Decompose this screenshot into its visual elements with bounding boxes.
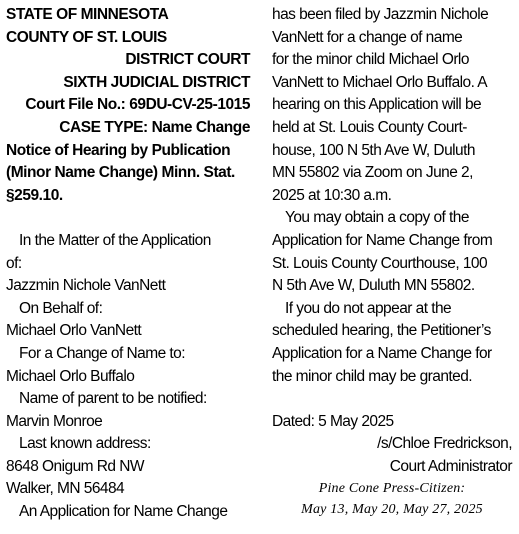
body-line: Application for Name Change from — [272, 231, 493, 249]
notice-title-line-3: §259.10. — [6, 186, 63, 204]
signer-role: Court Administrator — [389, 457, 512, 475]
header-state: STATE OF MINNESOTA — [6, 6, 169, 23]
body-line: VanNett for a change of name — [272, 28, 463, 46]
body-line: held at St. Louis County Court- — [272, 118, 467, 136]
case-type: CASE TYPE: Name Change — [59, 118, 250, 136]
body-line: MN 55802 via Zoom on June 2, — [272, 164, 473, 182]
body-line: has been filed by Jazzmin Nichole — [272, 6, 489, 23]
header-county: COUNTY OF ST. LOUIS — [6, 28, 167, 46]
body-line: scheduled hearing, the Petitioner’s — [272, 322, 491, 340]
matter-line-2: of: — [6, 254, 22, 272]
on-behalf-label: On Behalf of: — [19, 299, 103, 317]
header-district: SIXTH JUDICIAL DISTRICT — [63, 73, 250, 91]
publication-paper: Pine Cone Press-Citizen: — [318, 481, 466, 497]
spacer — [6, 207, 250, 230]
notice-title-line-1: Notice of Hearing by Publication — [6, 141, 231, 159]
body-line: for the minor child Michael Orlo — [272, 51, 469, 69]
notice-title-line-2: (Minor Name Change) Minn. Stat. — [6, 164, 235, 182]
dated-line: Dated: 5 May 2025 — [272, 412, 394, 430]
body-line: Application for a Name Change for — [272, 344, 492, 362]
parent-name: Marvin Monroe — [6, 412, 103, 430]
body-line: You may obtain a copy of the — [285, 209, 469, 227]
body-line: VanNett to Michael Orlo Buffalo. A — [272, 73, 488, 91]
spacer — [272, 388, 512, 411]
applicant-name: Jazzmin Nichole VanNett — [6, 277, 166, 295]
body-line: hearing on this Application will be — [272, 96, 482, 114]
body-line: If you do not appear at the — [285, 299, 452, 317]
body-line: house, 100 N 5th Ave W, Duluth — [272, 141, 475, 159]
matter-line-1: In the Matter of the Application — [19, 231, 211, 249]
body-line: N 5th Ave W, Duluth MN 55802. — [272, 277, 475, 295]
minor-new-name: Michael Orlo Buffalo — [6, 367, 135, 385]
address-line-2: Walker, MN 56484 — [6, 480, 125, 498]
address-line-1: 8648 Onigum Rd NW — [6, 457, 144, 475]
header-court: DISTRICT COURT — [125, 51, 250, 69]
name-change-label: For a Change of Name to: — [19, 344, 186, 362]
signer-name: /s/Chloe Fredrickson, — [377, 435, 512, 453]
address-label: Last known address: — [19, 435, 151, 453]
body-text-start: An Application for Name Change — [19, 503, 228, 521]
body-line: St. Louis County Courthouse, 100 — [272, 254, 488, 272]
minor-current-name: Michael Orlo VanNett — [6, 322, 142, 340]
parent-label: Name of parent to be notified: — [19, 390, 207, 408]
court-file-number: Court File No.: 69DU-CV-25-1015 — [25, 96, 250, 114]
body-line: the minor child may be granted. — [272, 367, 473, 385]
publication-dates: May 13, May 20, May 27, 2025 — [301, 502, 483, 518]
right-column — [272, 4, 512, 520]
left-column — [6, 4, 250, 524]
body-line: 2025 at 10:30 a.m. — [272, 186, 392, 204]
